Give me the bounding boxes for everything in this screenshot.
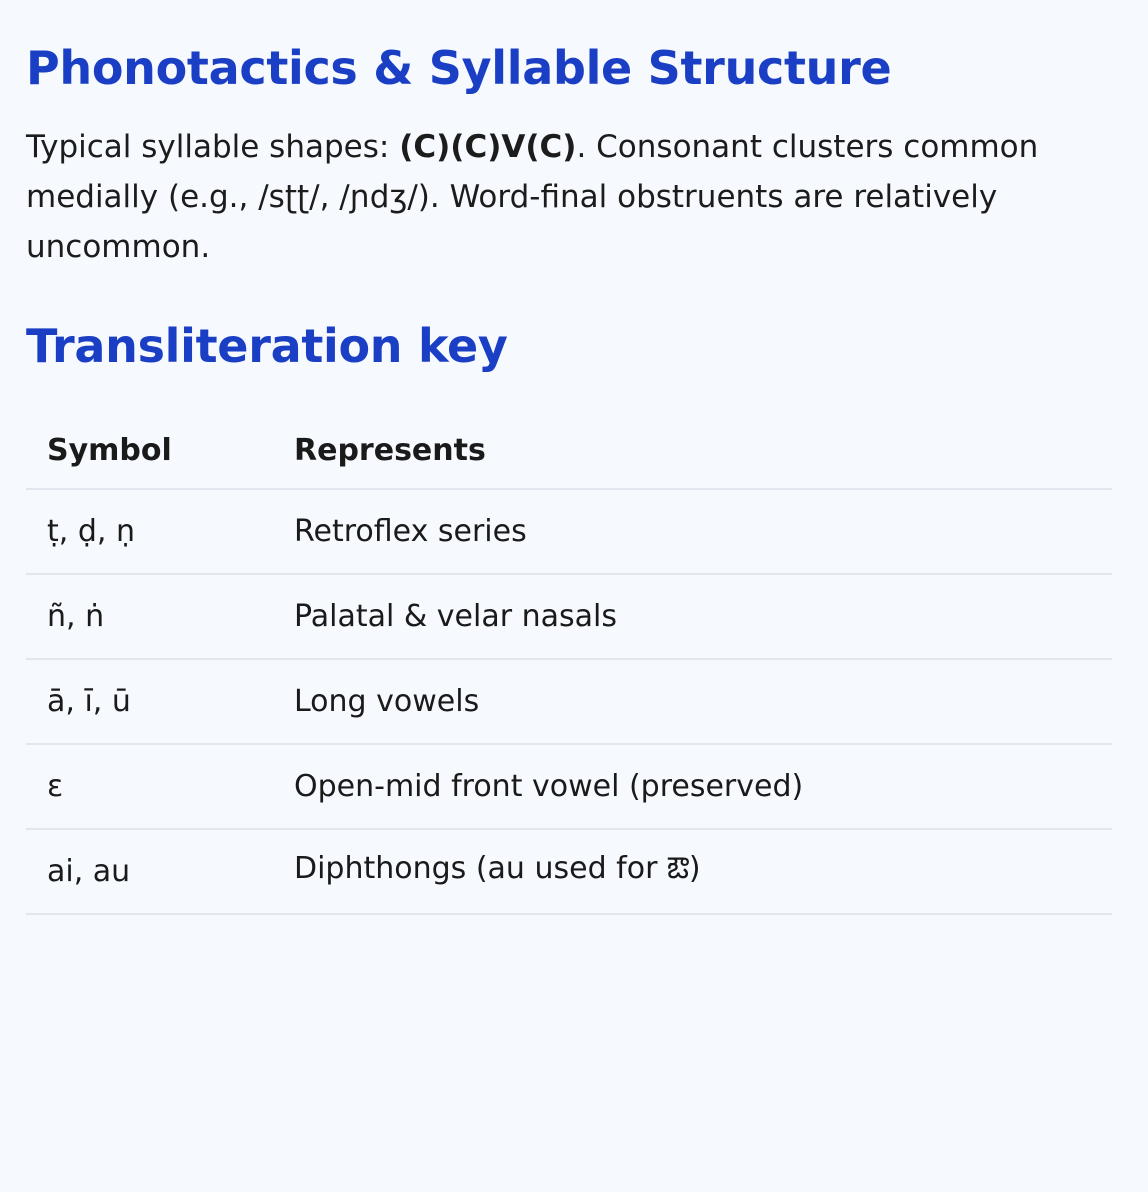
column-header-symbol: Symbol (26, 412, 273, 489)
paragraph-text-end: . Consonant clusters common medially (e.g., /sʈʈ/, /ɲdʒ/). Word-final obstruents are relatively uncommon. (26, 129, 1039, 265)
phonotactics-paragraph (26, 122, 1086, 272)
symbol-cell: ṭ, ḍ, ṇ (26, 489, 273, 574)
represents-cell: Diphthongs (au used for ఔ) (273, 829, 1112, 914)
represents-cell: Retroflex series (273, 489, 1112, 574)
table-row (26, 574, 1112, 659)
represents-cell: Open-mid front vowel (preserved) (273, 744, 1112, 829)
table-row (26, 829, 1112, 914)
transliteration-heading: Transliteration key (26, 319, 508, 373)
represents-cell: Long vowels (273, 659, 1112, 744)
phonotactics-heading: Phonotactics & Syllable Structure (26, 41, 892, 95)
column-header-represents: Represents (273, 412, 1112, 489)
table-row (26, 744, 1112, 829)
represents-cell: Palatal & velar nasals (273, 574, 1112, 659)
symbol-cell: ñ, ṅ (26, 574, 273, 659)
symbol-cell: ɛ (26, 744, 273, 829)
syllable-pattern: (C)(C)V(C) (399, 129, 577, 165)
table-row (26, 659, 1112, 744)
table-header-row (26, 412, 1112, 489)
symbol-cell: ai, au (26, 829, 273, 914)
paragraph-text-start: Typical syllable shapes: (26, 129, 400, 165)
transliteration-table (26, 412, 1112, 915)
table-row (26, 489, 1112, 574)
symbol-cell: ā, ī, ū (26, 659, 273, 744)
